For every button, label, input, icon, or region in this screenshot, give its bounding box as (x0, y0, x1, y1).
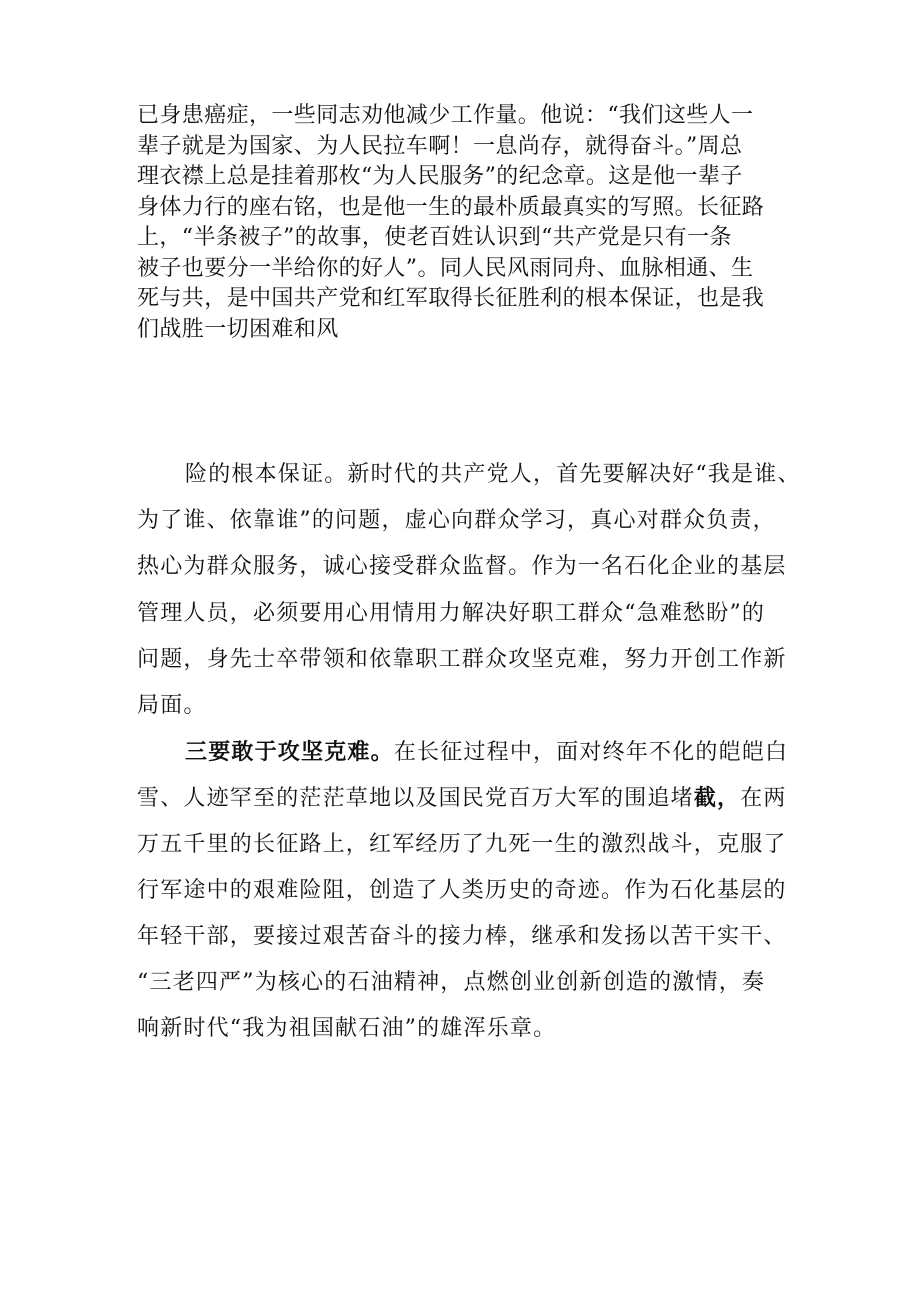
text-run: 雪、人迹罕至的茫茫草地以及国民党百万大军的围追堵 (137, 786, 694, 812)
text-line: 年轻干部，要接过艰苦奋斗的接力棒，继承和发扬以苦干实干、 (137, 923, 787, 949)
text-line: 为了谁、依靠谁”的问题，虚心向群众学习，真心对群众负责， (137, 508, 776, 534)
text-line (137, 775, 817, 821)
text-line: 热心为群众服务，诚心接受群众监督。作为一名石化企业的基层 (137, 554, 787, 580)
text-line: 理衣襟上总是挂着那枚“为人民服务”的纪念章。这是他一辈子 (137, 164, 743, 189)
top-paragraph (137, 101, 797, 345)
text-line: 险的根本保证。新时代的共产党人，首先要解决好“我是谁、 (185, 462, 801, 487)
text-line: 管理人员，必须要用心用情用力解决好职工群众“急难愁盼”的 (137, 600, 766, 626)
text-line: 万五千里的长征路上，红军经历了九死一生的激烈战斗，克服了 (137, 831, 787, 857)
text-run: 在长征过程中，面对终年不化的皑皑白 (393, 740, 789, 766)
text-line: 辈子就是为国家、为人民拉车啊！一息尚存，就得奋斗。”周总 (137, 133, 743, 159)
text-line: 响新时代“我为祖国献石油”的雄浑乐章。 (137, 1016, 557, 1042)
text-line: 局面。 (137, 692, 207, 718)
text-line: “三老四严”为核心的石油精神，点燃创业创新创造的激情，奏 (137, 970, 766, 996)
bold-text-run: 截， (693, 785, 741, 812)
text-line: 问题，身先士卒带领和依靠职工群众攻坚克难，努力开创工作新 (137, 646, 787, 672)
paragraph-heading-line (137, 729, 817, 775)
text-line: 已身患癌症，一些同志劝他减少工作量。他说：“我们这些人一 (137, 103, 754, 128)
text-line: 被子也要分一半给你的好人”。同人民风雨同舟、血脉相通、生 (137, 255, 754, 281)
text-line: 行军途中的艰难险阻，创造了人类历史的奇迹。作为石化基层的 (137, 877, 787, 903)
text-line: 上，“半条被子”的故事，使老百姓认识到“共产党是只有一条 (137, 225, 732, 250)
section-heading: 三要敢于攻坚克难。 (185, 739, 394, 766)
text-line: 们战胜一切困难和风 (137, 316, 339, 342)
body-paragraphs (137, 452, 817, 1052)
text-run: 在两 (740, 786, 787, 812)
text-line: 死与共，是中国共产党和红军取得长征胜利的根本保证，也是我 (137, 286, 765, 311)
text-line: 身体力行的座右铭，也是他一生的最朴质最真实的写照。长征路 (137, 194, 765, 220)
